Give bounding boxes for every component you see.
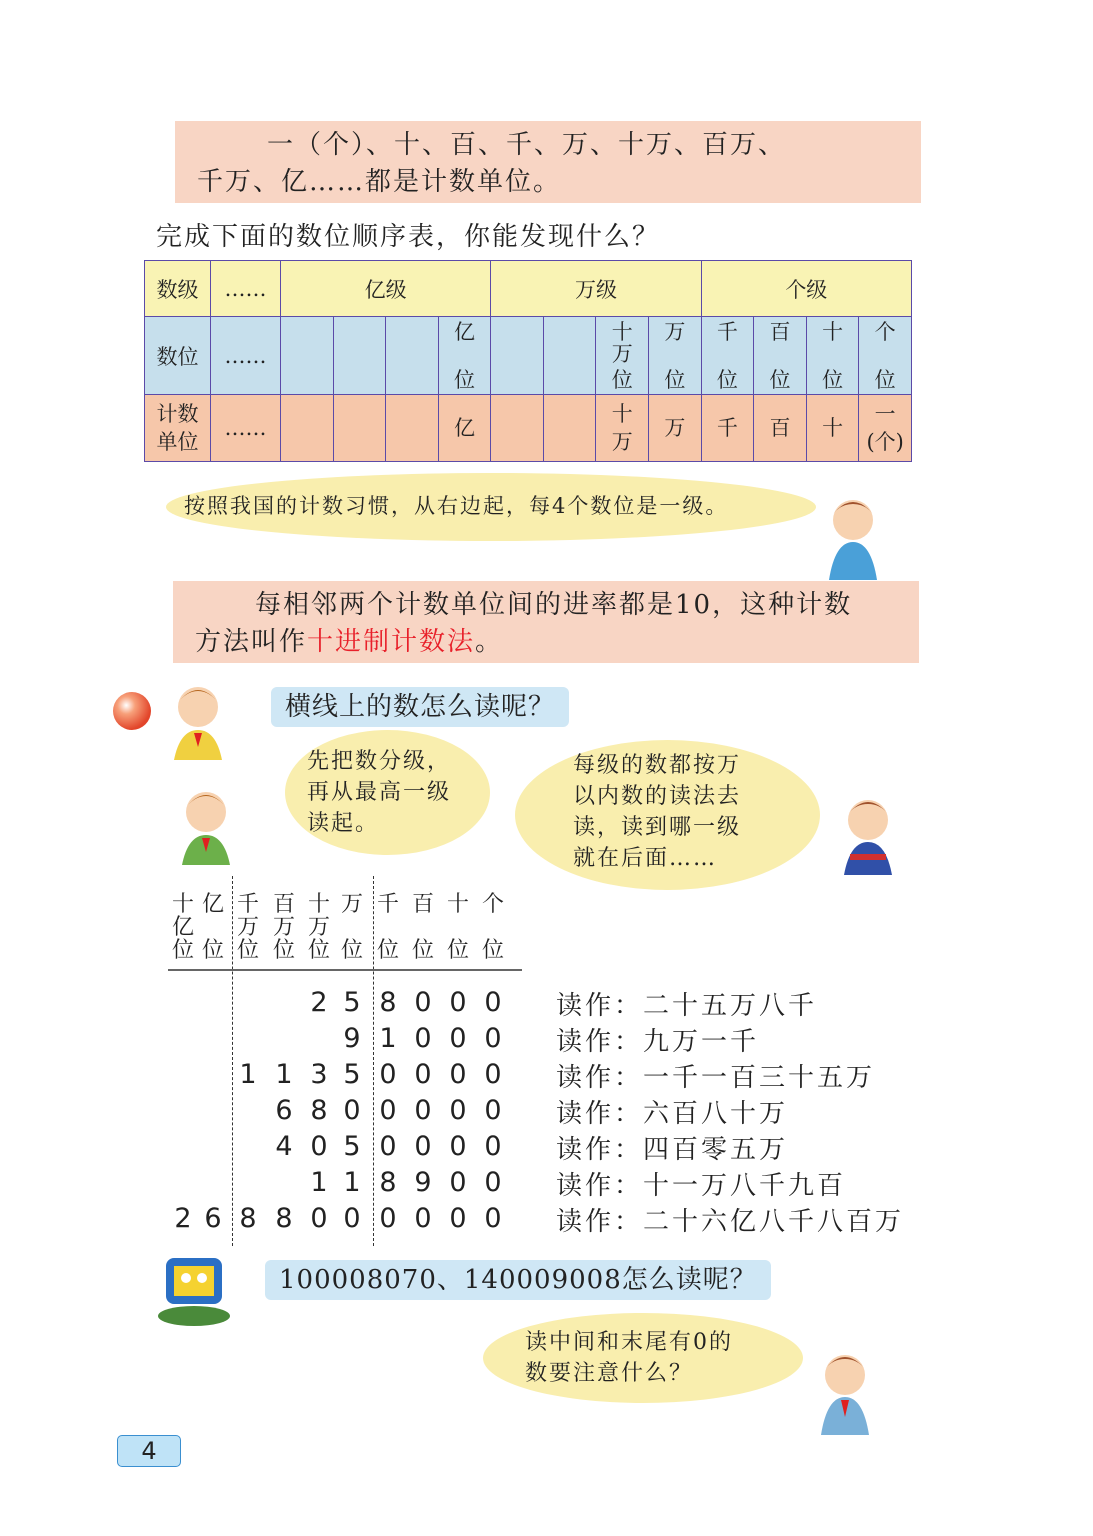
unit-cell	[543, 395, 596, 462]
digit: 0	[343, 1203, 361, 1234]
bubble-text: 每级的数都按万 以内数的读法去 读，读到哪一级 就在后面……	[573, 753, 742, 871]
digit: 6	[204, 1203, 222, 1234]
digit: 0	[484, 1203, 502, 1234]
digit: 5	[343, 1131, 361, 1162]
section-ball-icon	[113, 692, 151, 730]
digit: 0	[484, 1023, 502, 1054]
digit: 1	[275, 1059, 293, 1090]
digit: 0	[379, 1131, 397, 1162]
place-header: 百	[411, 892, 434, 917]
place-header: 万	[272, 915, 295, 940]
digit: 8	[310, 1095, 328, 1126]
place-cell: 亿 位	[438, 317, 491, 395]
place-cell	[281, 317, 334, 395]
level-wan: 万级	[491, 261, 701, 317]
unit-cell: 十	[806, 395, 859, 462]
place-header: 位	[272, 938, 295, 963]
ellipsis-cell: ……	[211, 317, 281, 395]
place-header: 亿	[201, 892, 224, 917]
ellipsis-cell: ……	[211, 261, 281, 317]
unit-cell: 百	[754, 395, 807, 462]
digit: 2	[310, 987, 328, 1018]
place-header: 位	[171, 938, 194, 963]
digit: 0	[484, 1059, 502, 1090]
digit: 6	[275, 1095, 293, 1126]
place-cell: 十 位	[806, 317, 859, 395]
boy-illustration	[815, 490, 885, 580]
speech-bubble-read-by-level	[285, 730, 490, 855]
digit: 9	[414, 1167, 432, 1198]
definition-line: 方法叫作十进制计数法。	[195, 627, 504, 657]
digit: 5	[343, 1059, 361, 1090]
page-number: 4	[117, 1435, 181, 1467]
ellipsis-cell: ……	[211, 395, 281, 462]
place-header: 十	[171, 892, 194, 917]
unit-cell: 十万	[596, 395, 649, 462]
digit: 0	[414, 987, 432, 1018]
digit: 0	[449, 1167, 467, 1198]
place-header: 十	[307, 892, 330, 917]
digit: 0	[414, 1059, 432, 1090]
girl-illustration	[160, 675, 240, 760]
unit-cell: 万	[649, 395, 702, 462]
row-label: 数级	[145, 261, 211, 317]
digit: 0	[484, 1131, 502, 1162]
place-header: 百	[272, 892, 295, 917]
boy-illustration	[805, 1345, 880, 1435]
digit: 0	[414, 1095, 432, 1126]
digit: 0	[343, 1095, 361, 1126]
reading-text: 读作：四百零五万	[556, 1135, 789, 1165]
place-value-table	[144, 260, 912, 462]
place-header: 位	[307, 938, 330, 963]
place-header: 万	[340, 892, 363, 917]
girl-illustration	[168, 780, 253, 865]
question-bubble-zeros: 100008070、140009008怎么读呢？	[265, 1260, 771, 1300]
decimal-system-term: 十进制计数法	[307, 627, 476, 657]
digit: 2	[174, 1203, 192, 1234]
unit-cell	[281, 395, 334, 462]
digit: 0	[379, 1059, 397, 1090]
digit: 9	[343, 1023, 361, 1054]
reading-text: 读作：二十五万八千	[556, 991, 818, 1021]
place-cell: 百 位	[754, 317, 807, 395]
place-header: 位	[236, 938, 259, 963]
row-label: 计数单位	[145, 395, 211, 462]
definition-line: 千万、亿……都是计数单位。	[197, 167, 562, 197]
row-label: 数位	[145, 317, 211, 395]
digit: 8	[239, 1203, 257, 1234]
place-cell: 十万 位	[596, 317, 649, 395]
place-header: 位	[340, 938, 363, 963]
question-complete-table: 完成下面的数位顺序表，你能发现什么？	[156, 222, 661, 252]
unit-cell: 一(个)	[859, 395, 912, 462]
speech-bubble-read-rule	[515, 740, 820, 890]
digit: 5	[343, 987, 361, 1018]
digit: 0	[310, 1131, 328, 1162]
place-header: 千	[236, 892, 259, 917]
digit: 0	[484, 987, 502, 1018]
boy-illustration	[830, 790, 905, 875]
place-header: 千	[376, 892, 399, 917]
level-ge: 个级	[701, 261, 911, 317]
digit: 0	[449, 1203, 467, 1234]
place-header: 位	[376, 938, 399, 963]
definition-box-counting-units	[175, 121, 921, 203]
digit: 0	[379, 1095, 397, 1126]
header-underline	[168, 969, 522, 971]
reading-text: 读作：六百八十万	[556, 1099, 789, 1129]
row-places	[145, 317, 912, 395]
place-cell: 个 位	[859, 317, 912, 395]
unit-cell	[491, 395, 544, 462]
definition-line: 每相邻两个计数单位间的进率都是10，这种计数	[255, 590, 853, 620]
place-header: 位	[411, 938, 434, 963]
digit: 0	[449, 1095, 467, 1126]
place-header: 亿	[171, 915, 194, 940]
digit: 0	[310, 1203, 328, 1234]
digit: 8	[275, 1203, 293, 1234]
unit-cell	[386, 395, 439, 462]
digit: 0	[414, 1203, 432, 1234]
reading-text: 读作：十一万八千九百	[556, 1171, 847, 1201]
digit: 0	[414, 1131, 432, 1162]
bubble-text: 先把数分级， 再从最高一级 读起。	[307, 749, 452, 836]
place-cell	[491, 317, 544, 395]
reading-text: 读作：一千一百三十五万	[556, 1063, 876, 1093]
digit: 0	[449, 1023, 467, 1054]
computer-mascot-illustration	[150, 1250, 235, 1330]
level-yi: 亿级	[281, 261, 491, 317]
digit: 1	[239, 1059, 257, 1090]
question-bubble-how-to-read: 横线上的数怎么读呢？	[271, 687, 569, 727]
row-number-levels	[145, 261, 912, 317]
digit: 0	[484, 1095, 502, 1126]
place-cell	[333, 317, 386, 395]
place-header: 个	[481, 892, 504, 917]
unit-cell	[333, 395, 386, 462]
place-cell	[386, 317, 439, 395]
place-header: 万	[236, 915, 259, 940]
digit: 0	[414, 1023, 432, 1054]
reading-text: 读作：九万一千	[556, 1027, 760, 1057]
digit: 4	[275, 1131, 293, 1162]
digit: 0	[484, 1167, 502, 1198]
row-counting-units	[145, 395, 912, 462]
bubble-text: 读中间和末尾有0的 数要注意什么？	[525, 1330, 733, 1386]
definition-line: 一（个）、十、百、千、万、十万、百万、	[267, 130, 787, 160]
digit: 1	[310, 1167, 328, 1198]
place-cell: 万 位	[649, 317, 702, 395]
place-header: 位	[201, 938, 224, 963]
place-cell	[543, 317, 596, 395]
speech-bubble-grouping	[166, 473, 816, 541]
place-header: 十	[446, 892, 469, 917]
digit: 1	[343, 1167, 361, 1198]
digit: 8	[379, 1167, 397, 1198]
digit: 0	[449, 1131, 467, 1162]
reading-text: 读作：二十六亿八千八百万	[556, 1207, 905, 1237]
place-header: 位	[446, 938, 469, 963]
bubble-text: 按照我国的计数习惯，从右边起，每4个数位是一级。	[184, 494, 729, 518]
place-header: 万	[307, 915, 330, 940]
place-header: 位	[481, 938, 504, 963]
digit: 0	[449, 987, 467, 1018]
digit: 3	[310, 1059, 328, 1090]
digit: 0	[379, 1203, 397, 1234]
unit-cell: 亿	[438, 395, 491, 462]
digit: 1	[379, 1023, 397, 1054]
definition-box-decimal-system	[173, 581, 919, 663]
unit-cell: 千	[701, 395, 754, 462]
speech-bubble-zeros-caution	[483, 1313, 803, 1403]
digit: 8	[379, 987, 397, 1018]
place-cell: 千 位	[701, 317, 754, 395]
digit: 0	[449, 1059, 467, 1090]
